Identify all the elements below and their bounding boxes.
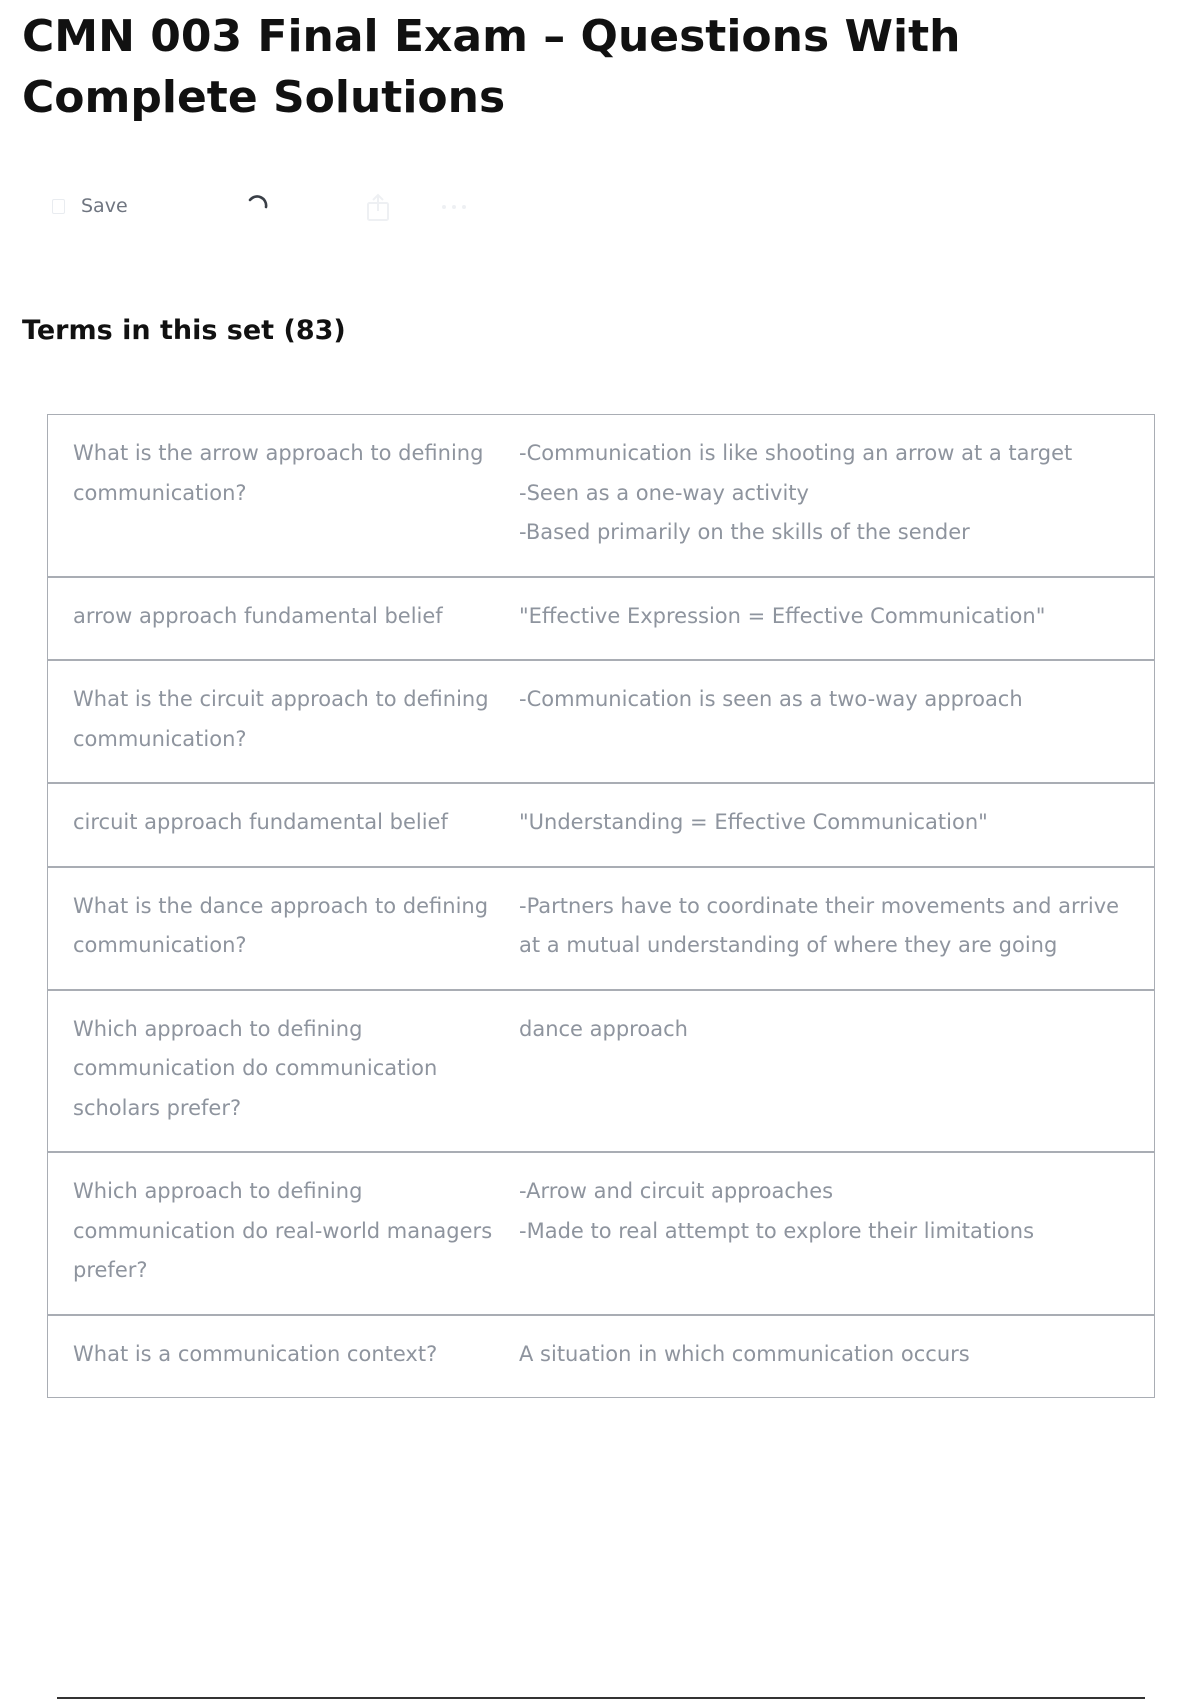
term-answer [519,784,1154,866]
term-row [48,576,1154,660]
checkbox-icon [52,199,65,214]
term-question: arrow approach fundamental belief [73,603,443,628]
term-answer [519,415,1154,576]
toolbar [52,188,512,224]
term-question: What is the arrow approach to defining communication? [73,441,484,505]
term-answer [519,991,1154,1152]
answer-line: -Made to real attempt to explore their limitations [519,1218,1035,1243]
answer-line: -Communication is seen as a two-way approach [519,687,1023,711]
term-row [48,1314,1154,1398]
term-question: What is a communication context? [73,1341,438,1366]
answer-line: -Communication is like shooting an arrow at a target [519,441,1073,465]
term-question: Which approach to defining communication do communication scholars prefer? [73,1016,438,1120]
term-answer [519,1153,1154,1314]
answer-line: -Partners have to coordinate their movements and arrive at a mutual understanding of where they are going [519,893,1120,957]
term-answer [519,1316,1154,1398]
answer-line: -Arrow and circuit approaches [519,1179,834,1203]
term-row [48,866,1154,989]
share-icon[interactable] [364,192,392,222]
term-question: circuit approach fundamental belief [73,810,448,834]
answer-line: A situation in which communication occurs [519,1341,970,1366]
terms-count-heading: Terms in this set (83) [22,315,346,346]
answer-line: -Based primarily on the skills of the sender [519,520,970,544]
term-question: Which approach to defining communication do real-world managers prefer? [73,1179,493,1282]
spinner-icon [244,192,272,220]
bottom-divider [57,1697,1145,1699]
answer-line: "Understanding = Effective Communication" [519,810,988,834]
term-row [48,659,1154,782]
term-question: What is the dance approach to defining communication? [73,893,489,957]
term-question: What is the circuit approach to defining communication? [73,687,489,751]
terms-table [47,414,1155,1398]
answer-line: "Effective Expression = Effective Communication" [519,603,1046,628]
term-answer [519,661,1154,782]
answer-line: -Seen as a one-way activity [519,480,809,505]
term-row [48,782,1154,866]
term-answer [519,868,1154,989]
term-row [48,989,1154,1152]
page-title: CMN 003 Final Exam – Questions With Complete Solutions [22,11,961,123]
term-row [48,415,1154,576]
save-button[interactable] [52,188,128,224]
save-label: Save [81,195,128,217]
term-answer [519,578,1154,660]
answer-line: dance approach [519,1016,688,1041]
term-row [48,1151,1154,1314]
more-icon[interactable] [436,192,472,222]
